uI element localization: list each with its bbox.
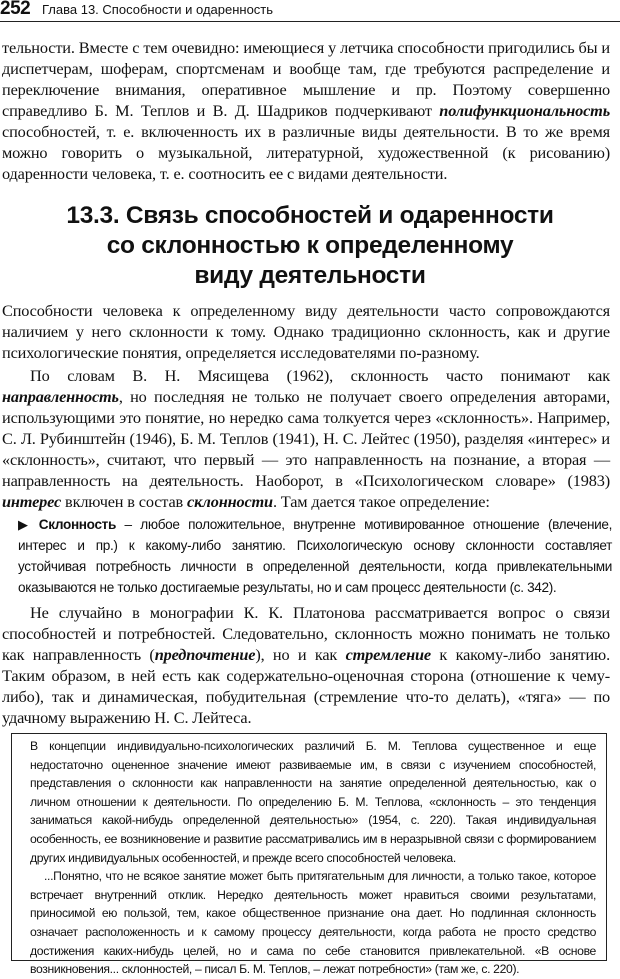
section-title [0,201,620,291]
paragraph-3-text-2: ), но и как [255,645,346,664]
triangle-bullet-icon: ▶ [18,517,33,532]
paragraph-2 [2,365,610,512]
paragraph-2-emphasis-1: направленность [2,387,119,406]
paragraph-1: Способности человека к определенному виду деятельности часто сопровождаются наличием у него склонности к тому. Однако традиционно склонность, как и другие психологические понятия, определяется исследователями по-разному. [2,301,610,362]
paragraph-3-text-3: к какому-либо занятию. Таким образом, в ней есть как содержательно-оценочная сторона (отношение к чему-либо), так и динамическая, побудительная (стремление что-то делать), «тяга» — по удачному выражению Н. С. Лейтеса. [2,645,610,727]
intro-text-b: способностей, т. е. включенность их в различные виды деятельности. В то же время можно говорить о музыкальной, литературной, художественной (к рисованию) одаренности человека, т. е. соотносить ее с видами деятельности. [2,122,610,183]
paragraph-2-emphasis-2: интерес [2,492,62,511]
paragraph-3-text-1: Не случайно в монографии К. К. Платонова рассматривается вопрос о связи способностей и потребностей. Следовательно, склонность можно понимать не только как направленность ( [2,603,610,664]
section-title-line-2: со склонностью к определенному [106,232,514,259]
definition-text: – любое положительное, внутренне мотивированное отношение (влечение, интерес и пр.) к какому-либо занятию. Психологическую основу склонности составляет устойчивая потребность личности в определенной деятельности, когда привлекательными оказываются не только достигаемые результаты, но и сам процесс деятельности (с. 342). [18,517,613,595]
section-title-line-3: виду деятельности [194,262,426,289]
paragraph-3 [2,602,610,728]
paragraph-3-emphasis-1: предпочтение [154,645,256,664]
running-head: Глава 13. Способности и одаренность [42,2,274,17]
paragraph-2-text-4: . Там дается такое определение: [272,492,490,511]
paragraph-3-emphasis-2: стремление [345,645,432,664]
paragraph-2-text-1: По словам В. Н. Мясищева (1962), склонность часто понимают как [30,366,610,385]
paragraph-2-text-2: , но последняя не только не получает своего определения авторами, использующими это понятие, но нередко сама толкуется через «склонность». Например, С. Л. Рубинштейн (1946), Б. М. Теплов (1941), Н. С. Лейтес (1950), разделяя «интерес» и «склонность», считают, что первый — это направленность на познание, а вторая — направленность на деятельность. Наоборот, в «Психологическом словаре» (1983) [2,387,610,490]
intro-emphasis: полифункциональность [439,101,610,120]
page-header [0,0,620,22]
paragraph-2-emphasis-3: склонности [187,492,273,511]
paragraph-2-text-3: включен в состав [61,492,187,511]
quote-paragraph-1: В концепции индивидуально-психологических различий Б. М. Теплова существенное и еще недостаточно оцененное значение имеют развиваемые им, в связи с изучением способностей, представления о склонности как направленности на занятие определенной деятельностью, как о личном отношении к деятельности. По определению Б. М. Теплова, «склонность – это тенденция заниматься какой-нибудь определенной деятельностью» (1954, с. 220). Такая индивидуальная особенность, ее возникновение и развитие рассматривались им в неразрывной связи с формированием других индивидуальных особенностей, и прежде всего способностей человека. [30,739,596,865]
intro-paragraph [2,37,610,184]
definition-block [18,514,612,598]
quote-box [11,733,607,977]
section-title-line-1: 13.3. Связь способностей и одаренности [66,202,554,229]
quote-paragraph-2: ...Понятно, что не всякое занятие может быть притягательным для личности, а только такое, которое встречает внутренний отклик. Нередко деятельность может нравиться своими результатами, приносимой ею пользой, тем, какое общественное признание она дает. Но подлинная склонность означает расположенность и к самому процессу деятельности, когда работа не просто средство достижения каких-нибудь целей, но и сама по себе становится привлекательной. «В основе возникновения... склонностей, – писал Б. М. Теплов, – лежат потребности» (там же, с. 220). [30,869,596,977]
definition-term: Склонность [38,517,116,532]
page-number: 252 [0,0,31,19]
intro-text-a: тельности. Вместе с тем очевидно: имеющиеся у летчика способности пригодились бы и диспетчерам, шоферам, спортсменам и вообще там, где требуются распределение и переключение внимания, оперативное мышление и пр. Поэтому совершенно справедливо Б. М. Теплов и В. Д. Шадриков подчеркивают [2,38,610,120]
